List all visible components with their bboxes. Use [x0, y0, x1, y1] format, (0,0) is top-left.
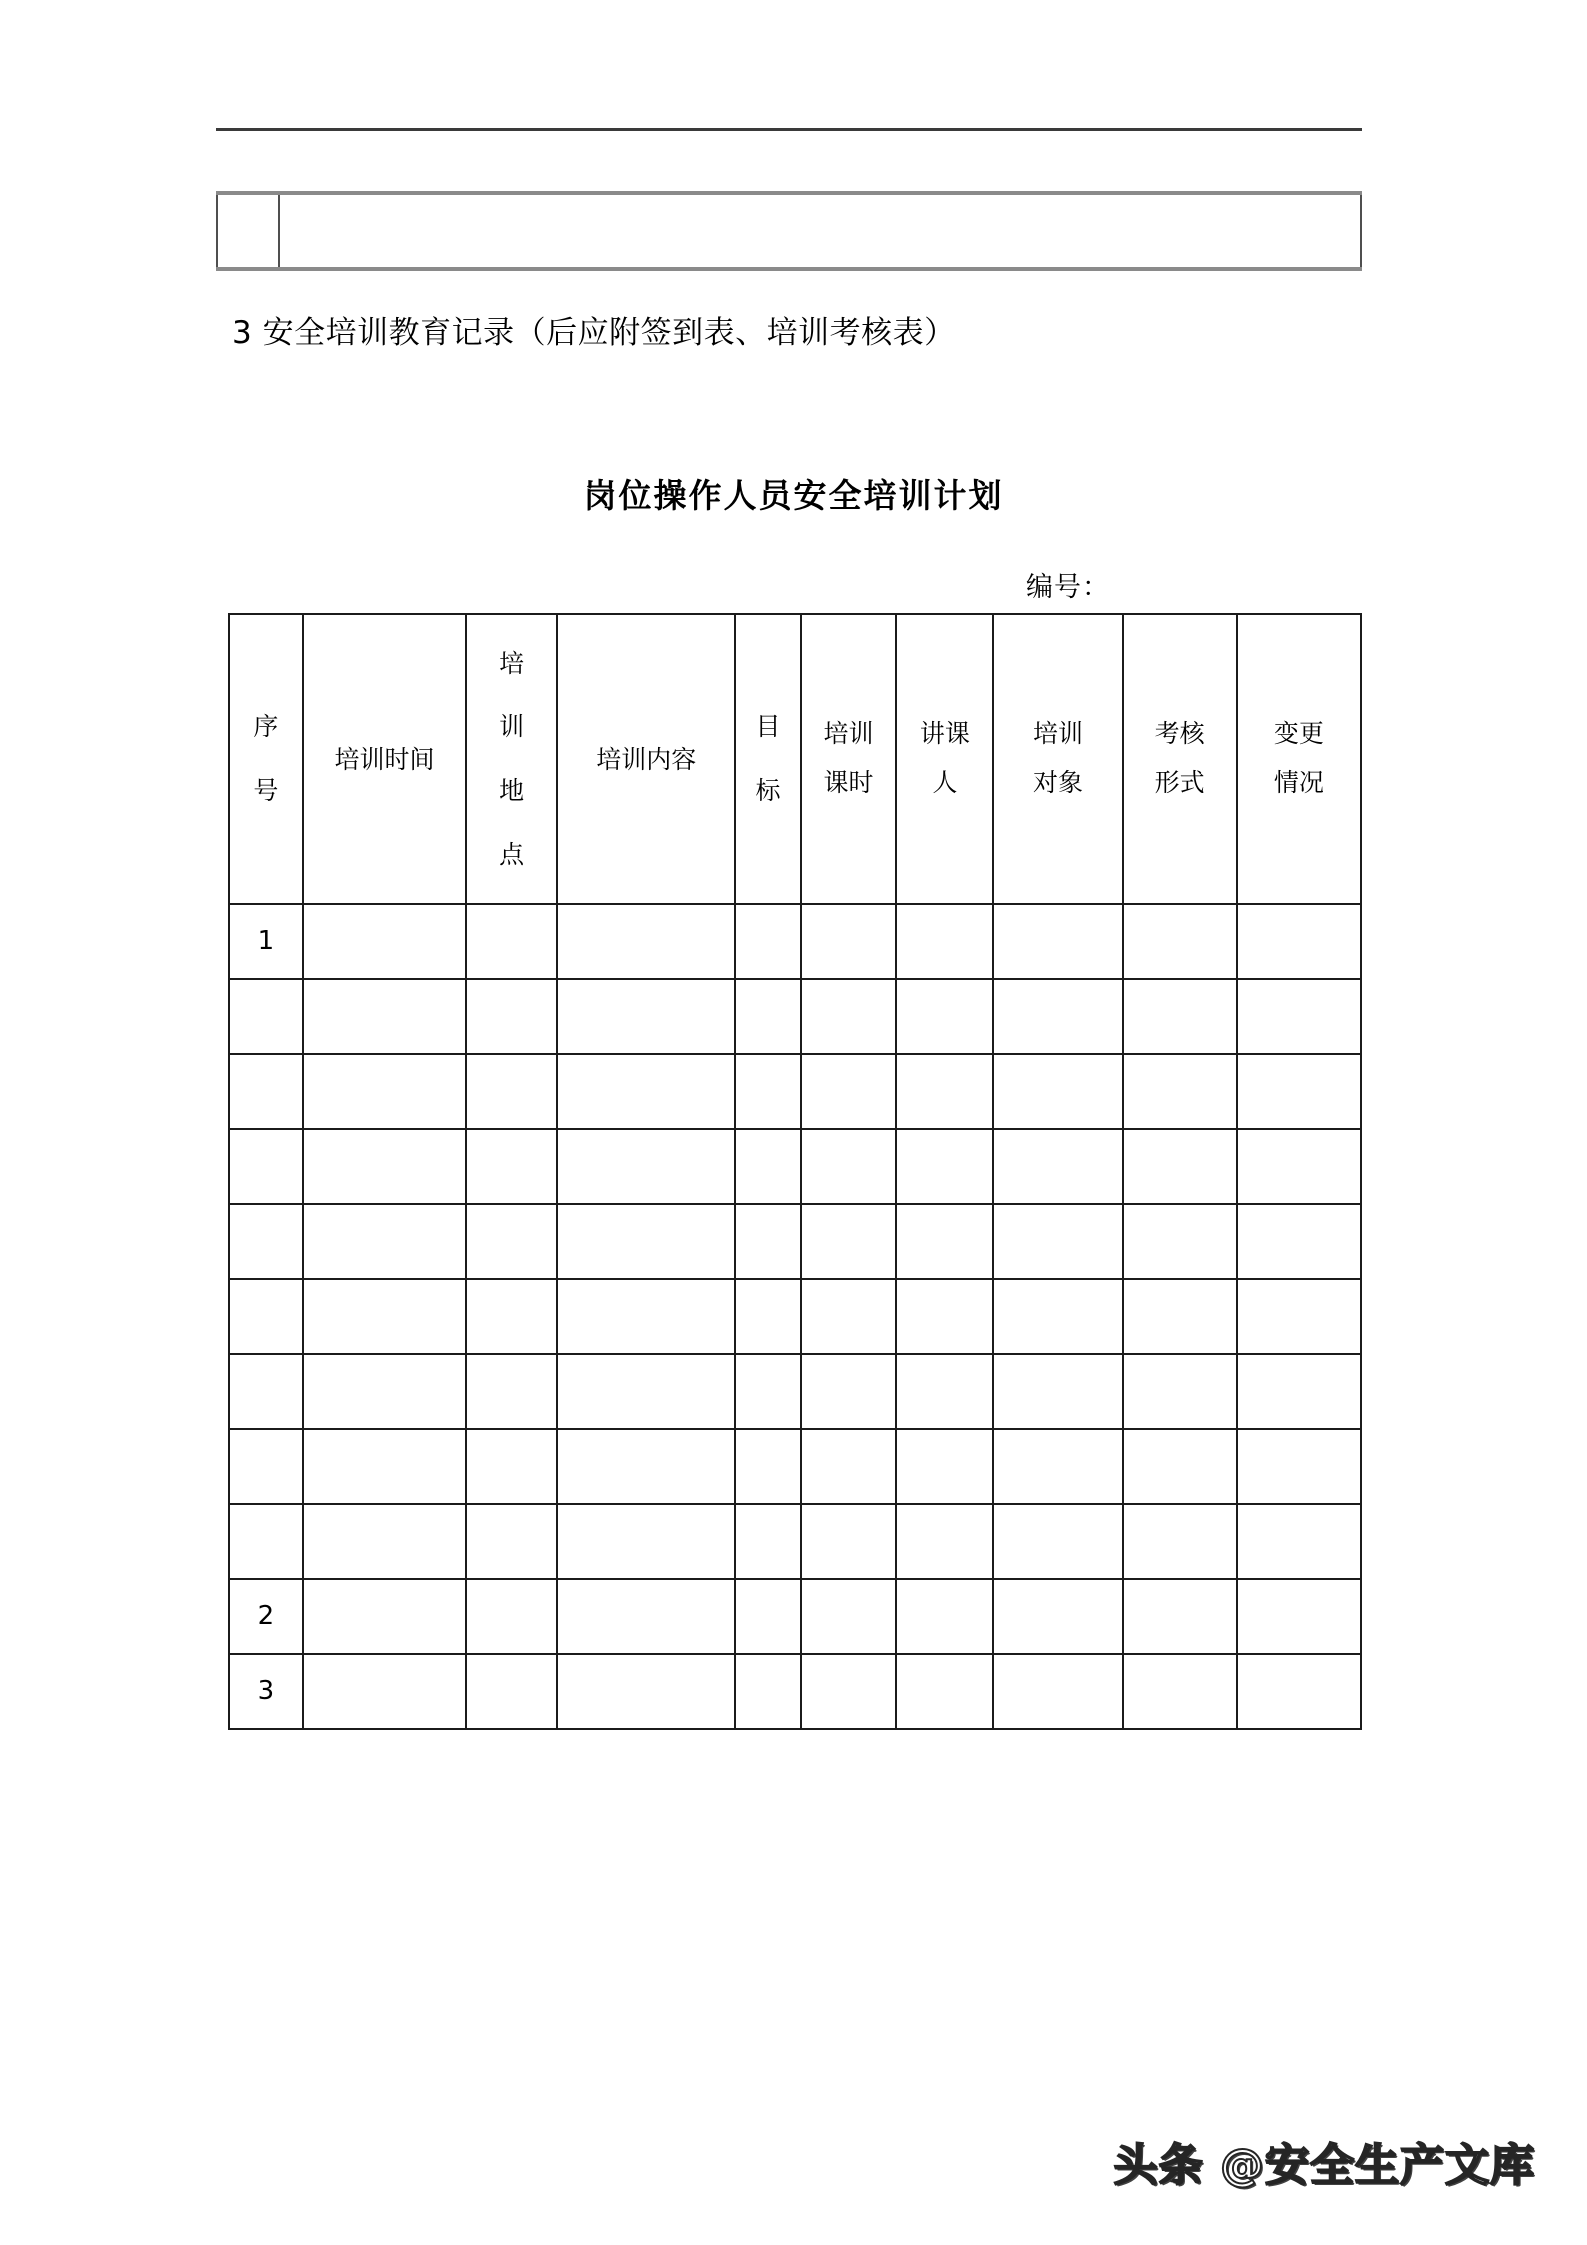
- table-cell-goal[interactable]: [735, 1354, 800, 1429]
- header-line: 课时: [823, 768, 874, 797]
- header-divider-rule: [216, 128, 1362, 131]
- header-line: 变更: [1273, 719, 1324, 749]
- table-row: [217, 193, 1361, 269]
- header-line: 形式: [1154, 768, 1205, 797]
- table-row: [229, 1504, 1361, 1579]
- table-cell-seq[interactable]: [229, 1504, 303, 1579]
- training-plan-table: [228, 613, 1362, 1730]
- table-cell-change[interactable]: [1237, 979, 1361, 1054]
- table-cell-seq[interactable]: [229, 904, 303, 979]
- table-cell-hours[interactable]: [801, 1054, 897, 1129]
- header-line: 点: [499, 839, 525, 869]
- table-cell-teacher[interactable]: [896, 904, 993, 979]
- row-sequence-number: 1: [257, 925, 275, 956]
- table-cell-goal[interactable]: [735, 1654, 800, 1729]
- header-line: 讲课: [919, 719, 970, 749]
- serial-number-label: 编号：: [1026, 572, 1110, 603]
- table-cell-time[interactable]: [303, 1054, 466, 1129]
- table-cell-time[interactable]: [303, 904, 466, 979]
- table-cell-time[interactable]: [303, 1354, 466, 1429]
- table-cell-audience[interactable]: [993, 1204, 1122, 1279]
- table-cell-audience[interactable]: [993, 1429, 1122, 1504]
- table-cell-place[interactable]: [466, 1579, 557, 1654]
- table-row: [229, 1279, 1361, 1354]
- table-cell-seq[interactable]: [229, 1579, 303, 1654]
- table-cell-place[interactable]: [466, 1054, 557, 1129]
- table-cell-content[interactable]: [557, 1279, 735, 1354]
- table-cell-time[interactable]: [303, 1204, 466, 1279]
- table-cell-content[interactable]: [557, 1579, 735, 1654]
- table-cell-teacher[interactable]: [896, 979, 993, 1054]
- table-cell-teacher[interactable]: [896, 1654, 993, 1729]
- table-cell-audience[interactable]: [993, 1579, 1122, 1654]
- table-cell-content[interactable]: [557, 1654, 735, 1729]
- table-cell-goal[interactable]: [735, 1129, 800, 1204]
- watermark: 头条 @安全生产文库: [1113, 2140, 1535, 2191]
- continued-table-stub: [216, 191, 1362, 271]
- table-cell-content[interactable]: [557, 904, 735, 979]
- table-cell-audience[interactable]: [993, 1054, 1122, 1129]
- table-cell-seq[interactable]: [229, 1279, 303, 1354]
- table-cell-exam[interactable]: [1123, 1504, 1237, 1579]
- table-cell-time[interactable]: [303, 1129, 466, 1204]
- table-header-row: [229, 614, 1361, 904]
- column-header-teacher: [896, 614, 993, 904]
- table-cell-place[interactable]: [466, 1279, 557, 1354]
- table-cell-time[interactable]: [303, 979, 466, 1054]
- table-cell-place[interactable]: [466, 1354, 557, 1429]
- table-cell-exam[interactable]: [1123, 1204, 1237, 1279]
- table-row: [229, 1579, 1361, 1654]
- header-line: 培训时间: [334, 744, 435, 774]
- header-line: 培: [499, 648, 525, 678]
- table-cell-exam[interactable]: [1123, 1429, 1237, 1504]
- table-cell-time[interactable]: [303, 1504, 466, 1579]
- table-cell-goal[interactable]: [735, 1579, 800, 1654]
- row-sequence-number: 3: [257, 1675, 275, 1706]
- table-cell-content[interactable]: [557, 1429, 735, 1504]
- table-cell-change[interactable]: [1237, 1354, 1361, 1429]
- table-row: [229, 1129, 1361, 1204]
- stub-cell-left: [217, 193, 279, 269]
- table-cell-audience[interactable]: [993, 1279, 1122, 1354]
- table-cell-teacher[interactable]: [896, 1054, 993, 1129]
- table-cell-hours[interactable]: [801, 904, 897, 979]
- table-cell-exam[interactable]: [1123, 1129, 1237, 1204]
- table-cell-hours[interactable]: [801, 979, 897, 1054]
- table-cell-teacher[interactable]: [896, 1429, 993, 1504]
- stub-cell-right: [279, 193, 1361, 269]
- table-cell-time[interactable]: [303, 1429, 466, 1504]
- table-cell-seq[interactable]: [229, 979, 303, 1054]
- table-cell-exam[interactable]: [1123, 1654, 1237, 1729]
- table-cell-content[interactable]: [557, 979, 735, 1054]
- table-cell-seq[interactable]: [229, 1654, 303, 1729]
- table-cell-hours[interactable]: [801, 1429, 897, 1504]
- table-cell-audience[interactable]: [993, 1654, 1122, 1729]
- column-header-content: [557, 614, 735, 904]
- page-title: 岗位操作人员安全培训计划: [583, 476, 1004, 515]
- column-header-goal: [735, 614, 800, 904]
- table-cell-exam[interactable]: [1123, 1579, 1237, 1654]
- table-cell-goal[interactable]: [735, 1204, 800, 1279]
- table-cell-content[interactable]: [557, 1204, 735, 1279]
- table-cell-hours[interactable]: [801, 1279, 897, 1354]
- table-row: [229, 904, 1361, 979]
- training-plan-table-container: [228, 613, 1362, 1730]
- table-cell-audience[interactable]: [993, 1129, 1122, 1204]
- table-cell-change[interactable]: [1237, 1429, 1361, 1504]
- table-cell-seq[interactable]: [229, 1204, 303, 1279]
- table-row: [229, 1654, 1361, 1729]
- table-cell-goal[interactable]: [735, 979, 800, 1054]
- column-header-hours: [801, 614, 897, 904]
- header-line: 情况: [1273, 768, 1324, 797]
- table-row: [229, 979, 1361, 1054]
- table-cell-teacher[interactable]: [896, 1579, 993, 1654]
- header-line: 人: [932, 768, 958, 797]
- table-row: [229, 1204, 1361, 1279]
- table-row: [229, 1054, 1361, 1129]
- table-cell-seq[interactable]: [229, 1054, 303, 1129]
- table-cell-time[interactable]: [303, 1654, 466, 1729]
- table-cell-place[interactable]: [466, 1429, 557, 1504]
- table-cell-change[interactable]: [1237, 904, 1361, 979]
- header-line: 地: [499, 776, 525, 805]
- header-line: 培训: [823, 719, 874, 749]
- table-cell-teacher[interactable]: [896, 1354, 993, 1429]
- column-header-seq: [229, 614, 303, 904]
- table-cell-audience[interactable]: [993, 1354, 1122, 1429]
- table-cell-exam[interactable]: [1123, 904, 1237, 979]
- table-cell-hours[interactable]: [801, 1504, 897, 1579]
- table-cell-teacher[interactable]: [896, 1279, 993, 1354]
- table-cell-hours[interactable]: [801, 1354, 897, 1429]
- table-cell-change[interactable]: [1237, 1279, 1361, 1354]
- table-cell-goal[interactable]: [735, 1279, 800, 1354]
- table-cell-exam[interactable]: [1123, 1279, 1237, 1354]
- column-header-audience: [993, 614, 1122, 904]
- table-cell-change[interactable]: [1237, 1579, 1361, 1654]
- table-cell-seq[interactable]: [229, 1429, 303, 1504]
- table-cell-teacher[interactable]: [896, 1129, 993, 1204]
- table-cell-seq[interactable]: [229, 1129, 303, 1204]
- table-cell-place[interactable]: [466, 1129, 557, 1204]
- table-cell-change[interactable]: [1237, 1204, 1361, 1279]
- column-header-place: [466, 614, 557, 904]
- table-cell-place[interactable]: [466, 979, 557, 1054]
- table-cell-hours[interactable]: [801, 1129, 897, 1204]
- table-cell-goal[interactable]: [735, 904, 800, 979]
- table-cell-audience[interactable]: [993, 979, 1122, 1054]
- table-cell-content[interactable]: [557, 1129, 735, 1204]
- table-cell-goal[interactable]: [735, 1429, 800, 1504]
- row-sequence-number: 2: [257, 1600, 275, 1631]
- table-cell-hours[interactable]: [801, 1204, 897, 1279]
- column-header-exam: [1123, 614, 1237, 904]
- table-cell-change[interactable]: [1237, 1504, 1361, 1579]
- table-cell-hours[interactable]: [801, 1654, 897, 1729]
- table-cell-audience[interactable]: [993, 1504, 1122, 1579]
- header-line: 培训内容: [596, 744, 697, 774]
- table-cell-audience[interactable]: [993, 904, 1122, 979]
- header-line: 号: [253, 776, 279, 805]
- table-cell-place[interactable]: [466, 1654, 557, 1729]
- header-line: 训: [499, 712, 525, 742]
- table-cell-teacher[interactable]: [896, 1504, 993, 1579]
- table-cell-exam[interactable]: [1123, 979, 1237, 1054]
- table-cell-place[interactable]: [466, 904, 557, 979]
- table-cell-content[interactable]: [557, 1504, 735, 1579]
- table-cell-exam[interactable]: [1123, 1054, 1237, 1129]
- training-plan-table-body: [229, 904, 1361, 1729]
- column-header-time: [303, 614, 466, 904]
- table-cell-change[interactable]: [1237, 1054, 1361, 1129]
- table-cell-content[interactable]: [557, 1354, 735, 1429]
- table-cell-place[interactable]: [466, 1504, 557, 1579]
- header-line: 目: [755, 712, 781, 742]
- table-cell-change[interactable]: [1237, 1654, 1361, 1729]
- table-cell-exam[interactable]: [1123, 1354, 1237, 1429]
- header-line: 标: [755, 776, 781, 805]
- table-row: [229, 1429, 1361, 1504]
- header-line: 序: [253, 712, 279, 742]
- table-cell-teacher[interactable]: [896, 1204, 993, 1279]
- table-cell-hours[interactable]: [801, 1579, 897, 1654]
- table-cell-goal[interactable]: [735, 1054, 800, 1129]
- table-cell-goal[interactable]: [735, 1504, 800, 1579]
- table-cell-time[interactable]: [303, 1279, 466, 1354]
- header-line: 培训: [1032, 719, 1083, 749]
- table-cell-time[interactable]: [303, 1579, 466, 1654]
- header-line: 对象: [1032, 768, 1083, 797]
- table-cell-content[interactable]: [557, 1054, 735, 1129]
- table-row: [229, 1354, 1361, 1429]
- table-cell-change[interactable]: [1237, 1129, 1361, 1204]
- table-cell-place[interactable]: [466, 1204, 557, 1279]
- table-cell-seq[interactable]: [229, 1354, 303, 1429]
- column-header-change: [1237, 614, 1361, 904]
- section-heading: 3 安全培训教育记录（后应附签到表、培训考核表）: [232, 315, 956, 351]
- header-line: 考核: [1154, 719, 1205, 749]
